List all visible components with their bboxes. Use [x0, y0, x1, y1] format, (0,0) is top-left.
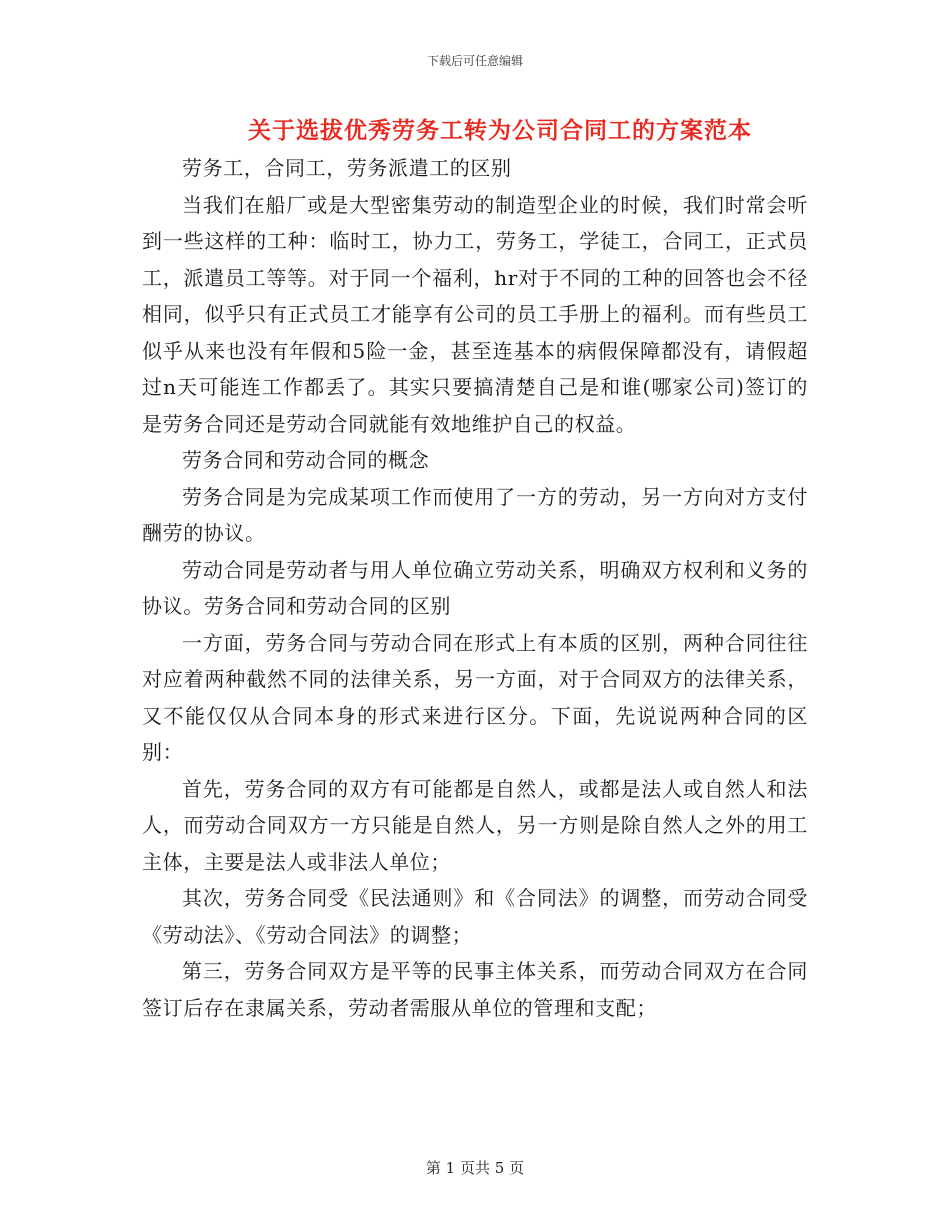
page-number: 第 1 页共 5 页	[425, 1159, 525, 1177]
paragraph: 第三，劳务合同双方是平等的民事主体关系，而劳动合同双方在合同签订后存在隶属关系，劳动者需服从单位的管理和支配；	[142, 959, 808, 1020]
document-title: 关于选拔优秀劳务工转为公司合同工的方案范本	[248, 117, 752, 144]
paragraph: 劳务工，合同工，劳务派遣工的区别	[182, 156, 512, 180]
document-body	[142, 150, 808, 1026]
paragraph: 劳务合同和劳动合同的概念	[182, 448, 430, 472]
paragraph: 一方面，劳务合同与劳动合同在形式上有本质的区别，两种合同往往对应着两种截然不同的法律关系，另一方面，对于合同双方的法律关系，又不能仅仅从合同本身的形式来进行区分。下面，先说说两种合同的区别：	[142, 630, 808, 764]
paragraph: 首先，劳务合同的双方有可能都是自然人，或都是法人或自然人和法人，而劳动合同双方一方只能是自然人，另一方则是除自然人之外的用工主体，主要是法人或非法人单位；	[142, 776, 808, 874]
paragraph: 当我们在船厂或是大型密集劳动的制造型企业的时候，我们时常会听到一些这样的工种：临时工，协力工，劳务工，学徒工，合同工，正式员工，派遣员工等等。对于同一个福利，hr对于不同的工种的回答也会不径相同，似乎只有正式员工才能享有公司的员工手册上的福利。而有些员工似乎从来也没有年假和5险一金，甚至连基本的病假保障都没有，请假超过n天可能连工作都丢了。其实只要搞清楚自己是和谁(哪家公司)签订的是劳务合同还是劳动合同就能有效地维护自己的权益。	[142, 192, 808, 436]
paragraph: 劳动合同是劳动者与用人单位确立劳动关系，明确双方权利和义务的协议。劳务合同和劳动合同的区别	[142, 557, 808, 618]
paragraph: 其次，劳务合同受《民法通则》和《合同法》的调整，而劳动合同受《劳动法》、《劳动合同法》的调整；	[142, 886, 808, 947]
header-note: 下载后可任意编辑	[426, 54, 523, 68]
paragraph: 劳务合同是为完成某项工作而使用了一方的劳动，另一方向对方支付酬劳的协议。	[142, 484, 808, 545]
